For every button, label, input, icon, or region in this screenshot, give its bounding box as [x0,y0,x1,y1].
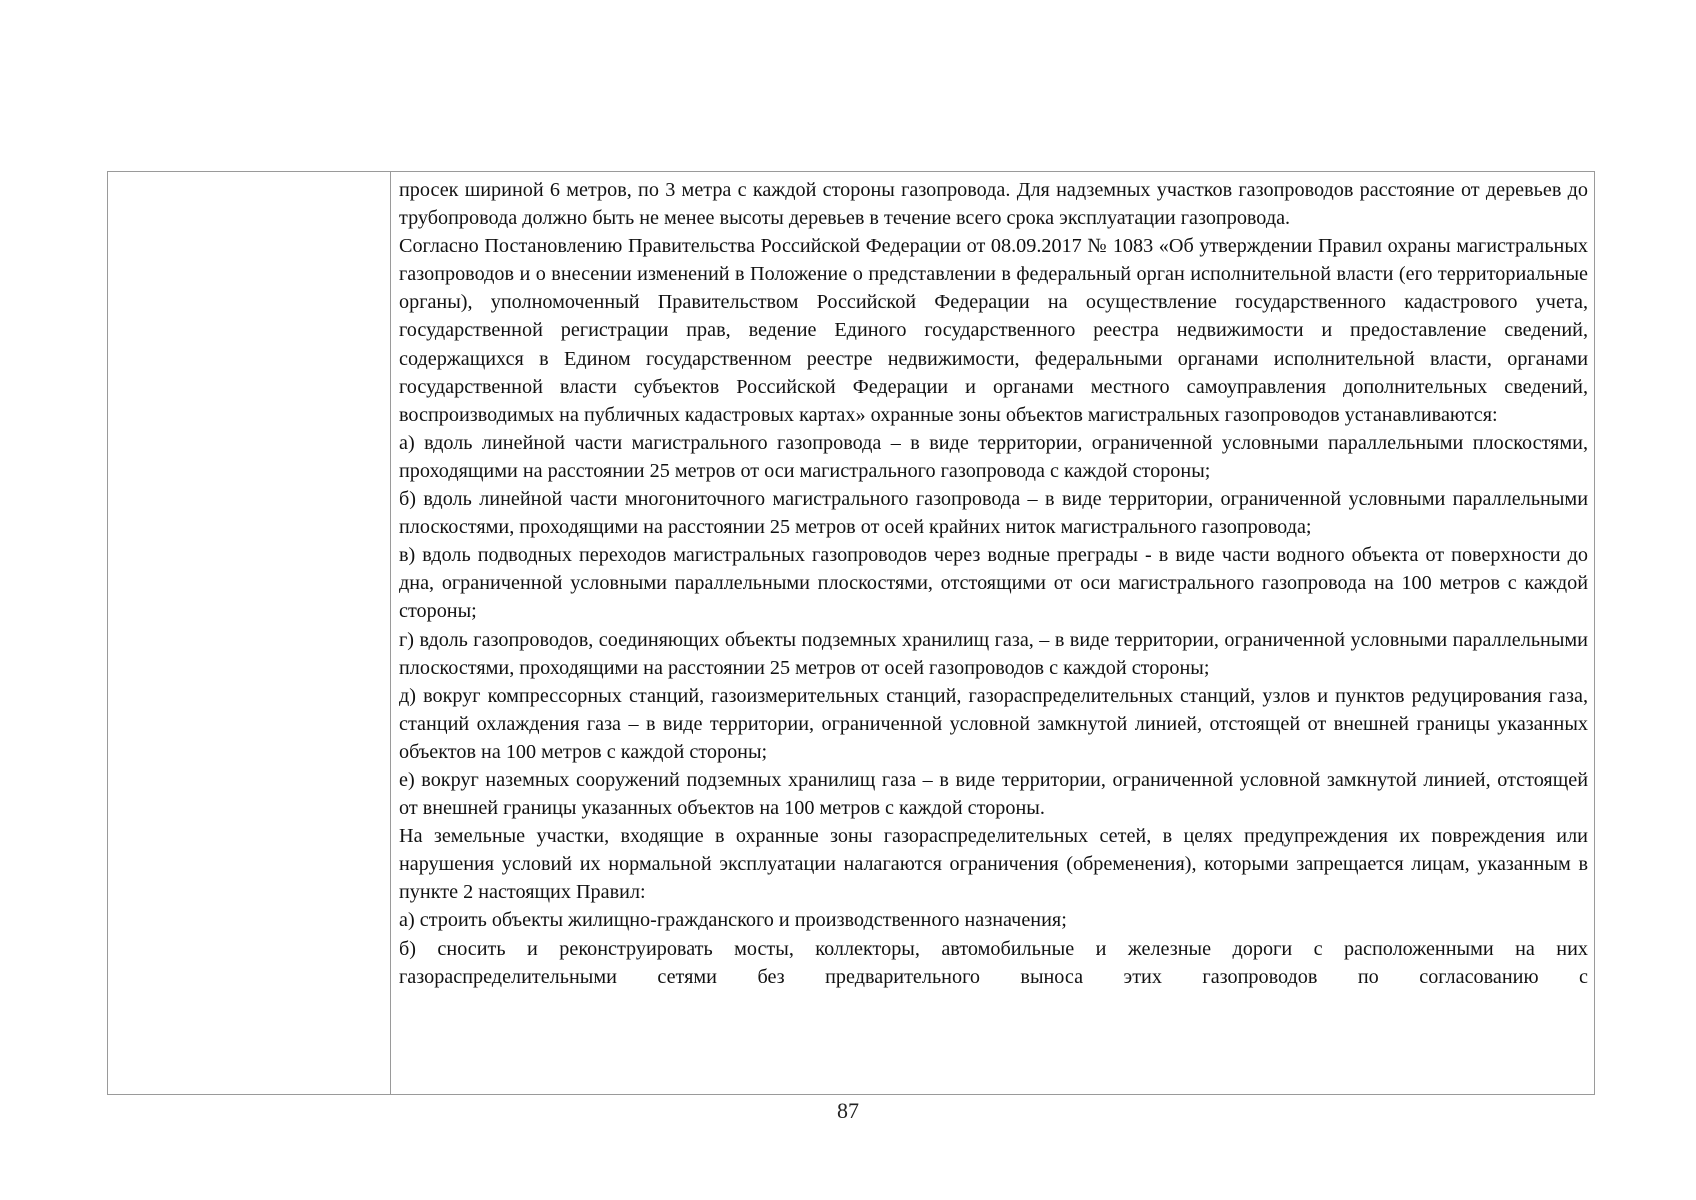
table-right-column [391,172,1594,1094]
paragraph-clearing-width: просек шириной 6 метров, по 3 метра с каждой стороны газопровода. Для надземных участков газопроводов расстояние от деревьев до трубопровода должно быть не менее высоты деревьев в течение всего срока эксплуатации газопровода. [399,179,1588,230]
paragraph-restriction-b: б) сносить и реконструировать мосты, коллекторы, автомобильные и железные дороги с расположенными на них газораспределительными сетями без предварительного выноса этих газопроводов по согласованию с [399,937,1588,988]
paragraph-item-d-stations: д) вокруг компрессорных станций, газоизмерительных станций, газораспределительных станций, узлов и пунктов редуцирования газа, станций охлаждения газа – в виде территории, ограниченной условной замкнутой линией, отстоящей от внешней границы указанных объектов на 100 метров с каждой стороны; [399,684,1588,763]
paragraph-restrictions-intro: На земельные участки, входящие в охранные зоны газораспределительных сетей, в целях предупреждения их повреждения или нарушения условий их нормальной эксплуатации налагаются ограничения (обременения), которыми запрещается лицам, указанным в пункте 2 настоящих Правил: [399,825,1588,904]
page-number: 87 [837,1098,859,1123]
paragraph-item-e-ground-structures: е) вокруг наземных сооружений подземных хранилищ газа – в виде территории, ограниченной условной замкнутой линией, отстоящей от внешней границы указанных объектов на 100 метров с каждой стороны. [399,768,1588,820]
paragraph-government-decree: Согласно Постановлению Правительства Российской Федерации от 08.09.2017 № 1083 «Об утверждении Правил охраны магистральных газопроводов и о внесении изменений в Положение о представлении в федеральный орган исполнительной власти (его территориальные органы), уполномоченный Правительством Российской Федерации на осуществление государственного кадастрового учета, государственной регистрации прав, ведение Единого государственного реестра недвижимости и предоставление сведений, содержащихся в Едином государственном реестре недвижимости, федеральными органами исполнительной власти, органами государственной власти субъектов Российской Федерации и органами местного самоуправления дополнительных сведений, воспроизводимых на публичных кадастровых картах» охранные зоны объектов магистральных газопроводов устанавливаются: [399,235,1588,426]
table-left-column [108,172,391,1094]
paragraph-restriction-a: а) строить объекты жилищно-гражданского и производственного назначения; [399,909,1067,932]
paragraph-item-g-storage-pipelines: г) вдоль газопроводов, соединяющих объекты подземных хранилищ газа, – в виде территории, ограниченной условными параллельными плоскостями, проходящими на расстоянии 25 метров от осей газопроводов с каждой стороны; [399,628,1588,679]
paragraph-item-v-underwater: в) вдоль подводных переходов магистральных газопроводов через водные преграды - в виде части водного объекта от поверхности до дна, ограниченной условными параллельными плоскостями, отстоящими от оси магистрального газопровода на 100 метров с каждой стороны; [399,544,1588,623]
paragraph-item-a-linear: а) вдоль линейной части магистрального газопровода – в виде территории, ограниченной условными параллельными плоскостями, проходящими на расстоянии 25 метров от оси магистрального газопровода с каждой стороны; [399,431,1588,482]
document-table [107,171,1595,1095]
paragraph-item-b-multi-line: б) вдоль линейной части многониточного магистрального газопровода – в виде территории, ограниченной условными параллельными плоскостями, проходящими на расстоянии 25 метров от осей крайних ниток магистрального газопровода; [399,488,1588,539]
